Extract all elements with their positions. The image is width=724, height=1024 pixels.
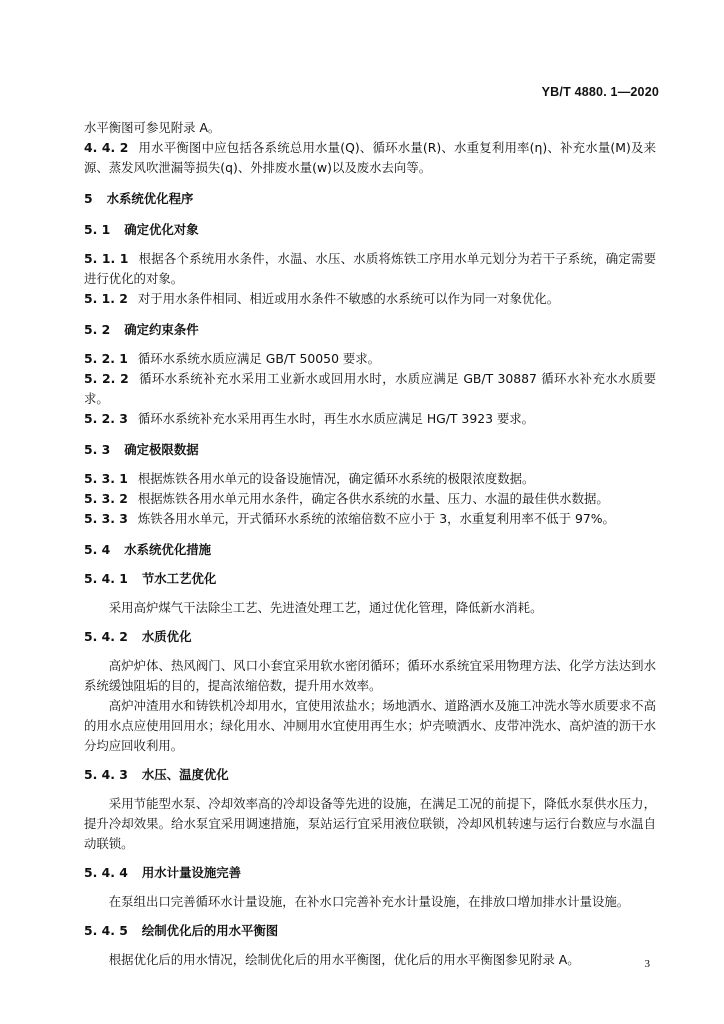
clause-text: 循环水系统补充水采用工业新水或回用水时，水质应满足 GB/T 30887 循环水补充水水质要求。 xyxy=(84,371,657,406)
clause-text: 循环水系统补充水采用再生水时，再生水水质应满足 HG/T 3923 要求。 xyxy=(137,411,535,426)
section-number: 5. 4 xyxy=(84,542,111,557)
section-title: 节水工艺优化 xyxy=(141,571,217,586)
section-5-3-heading xyxy=(84,440,656,460)
clause-5-1-2 xyxy=(84,289,656,309)
clause-number: 5. 1. 2 xyxy=(84,291,128,306)
clause-5-3-1 xyxy=(84,469,656,489)
section-5-2-heading xyxy=(84,320,656,340)
section-number: 5. 4. 2 xyxy=(84,629,128,644)
paragraph-5-4-4: 在泵组出口完善循环水计量设施，在补水口完善补充水计量设施，在排放口增加排水计量设施。 xyxy=(108,894,630,909)
section-5-4-2-heading xyxy=(84,627,656,647)
clause-5-2-1 xyxy=(84,349,656,369)
clause-5-1-1 xyxy=(84,249,656,289)
clause-number: 5. 3. 2 xyxy=(84,491,128,506)
clause-number: 5. 3. 3 xyxy=(84,511,128,526)
clause-text: 根据炼铁各用水单元的设备设施情况，确定循环水系统的极限浓度数据。 xyxy=(137,471,535,486)
page-number: 3 xyxy=(644,958,650,970)
clause-number: 5. 1. 1 xyxy=(84,251,129,266)
section-title: 水系统优化程序 xyxy=(106,191,194,206)
clause-number: 5. 2. 2 xyxy=(84,371,129,386)
section-5-1-heading xyxy=(84,220,656,240)
paragraph-5-4-2-b: 高炉冲渣用水和铸铁机冷却用水，宜使用浓盐水；场地洒水、道路洒水及施工冲洗水等水质要求不高的用水点应使用回用水；绿化用水、冲厕用水宜使用再生水；炉壳喷洒水、皮带冲洗水、高炉渣的沥干水分均应回收利用。 xyxy=(84,698,656,753)
section-number: 5. 2 xyxy=(84,322,111,337)
section-number: 5 xyxy=(84,191,93,206)
page-content xyxy=(84,118,656,970)
section-title: 水质优化 xyxy=(141,629,192,644)
paragraph-5-4-3: 采用节能型水泵、冷却效率高的冷却设备等先进的设施，在满足工况的前提下，降低水泵供水压力，提升冷却效果。给水泵宜采用调速措施，泵站运行宜采用液位联锁，冷却风机转速与运行台数应与水温自动联锁。 xyxy=(84,796,656,851)
clause-text: 对于用水条件相同、相近或用水条件不敏感的水系统可以作为同一对象优化。 xyxy=(137,291,560,306)
paragraph-5-4-5: 根据优化后的用水情况，绘制优化后的用水平衡图，优化后的用水平衡图参见附录 A。 xyxy=(108,952,580,967)
section-title: 确定约束条件 xyxy=(124,322,199,337)
clause-number: 5. 2. 1 xyxy=(84,351,128,366)
clause-text: 根据各个系统用水条件，水温、水压、水质将炼铁工序用水单元划分为若干子系统，确定需要进行优化的对象。 xyxy=(84,251,656,286)
section-title: 水压、温度优化 xyxy=(141,767,229,782)
standard-code: YB/T 4880. 1—2020 xyxy=(541,85,659,99)
paragraph-5-4-1: 采用高炉煤气干法除尘工艺、先进渣处理工艺，通过优化管理，降低新水消耗。 xyxy=(108,600,543,615)
section-5-4-4-heading xyxy=(84,863,656,883)
clause-5-3-3 xyxy=(84,509,656,529)
clause-number: 5. 2. 3 xyxy=(84,411,128,426)
section-number: 5. 4. 4 xyxy=(84,865,128,880)
section-5-4-5-heading xyxy=(84,921,656,941)
section-title: 确定极限数据 xyxy=(124,442,199,457)
section-5-4-1-heading xyxy=(84,569,656,589)
section-number: 5. 4. 3 xyxy=(84,767,128,782)
section-5-4-heading xyxy=(84,540,656,560)
clause-text: 用水平衡图中应包括各系统总用水量(Q)、循环水量(R)、水重复利用率(η)、补充水量(M)及来源、蒸发风吹泄漏等损失(q)、外排废水量(w)以及废水去向等。 xyxy=(84,140,657,175)
section-number: 5. 4. 5 xyxy=(84,923,128,938)
section-5-heading xyxy=(84,189,656,209)
clause-number: 5. 3. 1 xyxy=(84,471,128,486)
continued-paragraph: 水平衡图可参见附录 A。 xyxy=(84,120,221,135)
clause-text: 循环水系统水质应满足 GB/T 50050 要求。 xyxy=(137,351,381,366)
section-title: 确定优化对象 xyxy=(124,222,199,237)
section-number: 5. 1 xyxy=(84,222,111,237)
clause-text: 根据炼铁各用水单元用水条件，确定各供水系统的水量、压力、水温的最佳供水数据。 xyxy=(137,491,609,506)
section-5-4-3-heading xyxy=(84,765,656,785)
clause-text: 炼铁各用水单元，开式循环水系统的浓缩倍数不应小于 3，水重复利用率不低于 97%。 xyxy=(137,511,615,526)
section-title: 用水计量设施完善 xyxy=(141,865,242,880)
clause-5-2-2 xyxy=(84,369,656,409)
section-title: 绘制优化后的用水平衡图 xyxy=(141,923,279,938)
paragraph-5-4-2-a: 高炉炉体、热风阀门、风口小套宜采用软水密闭循环；循环水系统宜采用物理方法、化学方法达到水系统缓蚀阻垢的目的，提高浓缩倍数，提升用水效率。 xyxy=(84,658,656,693)
clause-number: 4. 4. 2 xyxy=(84,140,129,155)
clause-5-3-2 xyxy=(84,489,656,509)
clause-5-2-3 xyxy=(84,409,656,429)
section-number: 5. 3 xyxy=(84,442,111,457)
clause-4-4-2 xyxy=(84,138,656,178)
section-title: 水系统优化措施 xyxy=(124,542,211,557)
section-number: 5. 4. 1 xyxy=(84,571,128,586)
